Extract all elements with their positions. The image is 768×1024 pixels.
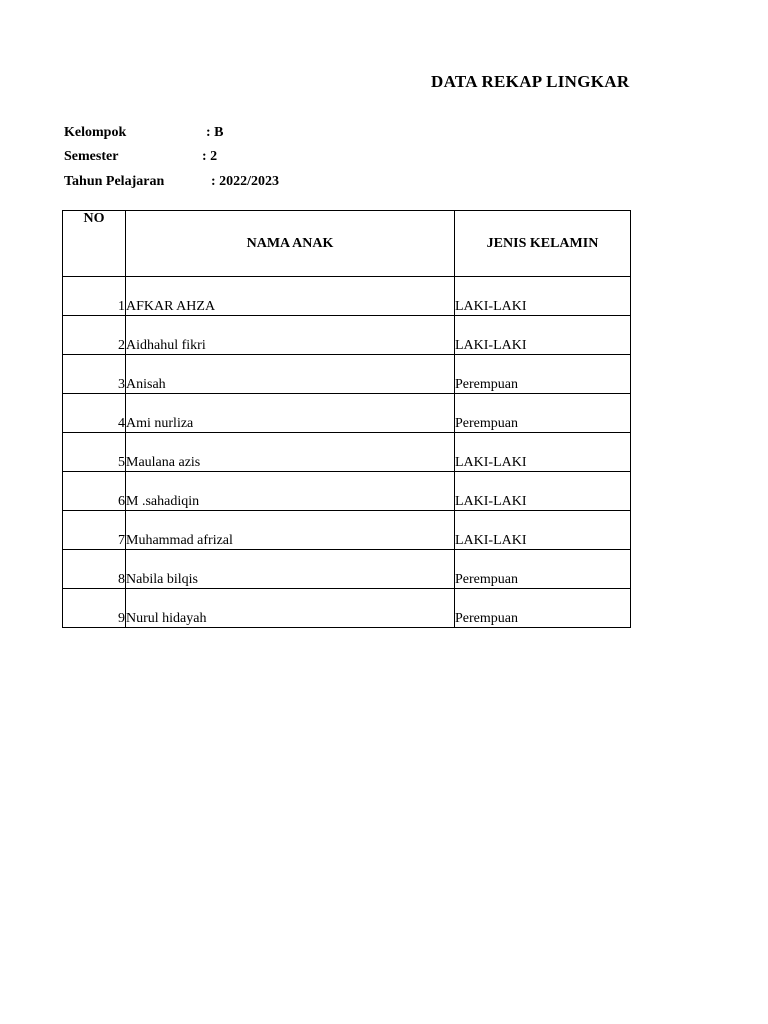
- table-row: [63, 394, 631, 433]
- row-name: Ami nurliza: [126, 394, 455, 433]
- row-gender: Perempuan: [455, 394, 631, 433]
- row-gender: LAKI-LAKI: [455, 316, 631, 355]
- row-no: 5: [63, 433, 126, 472]
- table-header-row: [63, 211, 631, 277]
- row-no: 8: [63, 550, 126, 589]
- row-no: 9: [63, 589, 126, 628]
- row-gender: LAKI-LAKI: [455, 277, 631, 316]
- row-gender: Perempuan: [455, 355, 631, 394]
- row-name: Aidhahul fikri: [126, 316, 455, 355]
- row-name: Nurul hidayah: [126, 589, 455, 628]
- table-row: [63, 472, 631, 511]
- student-table: [62, 210, 631, 628]
- row-no: 7: [63, 511, 126, 550]
- table-row: [63, 550, 631, 589]
- year-value: : 2022/2023: [211, 174, 280, 189]
- group-label: Kelompok: [64, 125, 127, 140]
- table-row: [63, 355, 631, 394]
- header-no: NO: [63, 211, 126, 277]
- table-row: [63, 316, 631, 355]
- row-no: 2: [63, 316, 126, 355]
- table-row: [63, 511, 631, 550]
- row-name: Muhammad afrizal: [126, 511, 455, 550]
- row-no: 4: [63, 394, 126, 433]
- table-row: [63, 433, 631, 472]
- document-title: DATA REKAP LINGKAR: [431, 72, 630, 91]
- info-row-group: [64, 125, 364, 143]
- header-gender: JENIS KELAMIN: [455, 211, 631, 277]
- table-row: [63, 277, 631, 316]
- row-gender: Perempuan: [455, 550, 631, 589]
- row-name: M .sahadiqin: [126, 472, 455, 511]
- row-name: Maulana azis: [126, 433, 455, 472]
- row-no: 6: [63, 472, 126, 511]
- group-value: : B: [206, 125, 224, 140]
- row-no: 1: [63, 277, 126, 316]
- info-row-semester: [64, 149, 364, 167]
- row-gender: LAKI-LAKI: [455, 433, 631, 472]
- row-name: Anisah: [126, 355, 455, 394]
- semester-label: Semester: [64, 149, 119, 164]
- header-name: NAMA ANAK: [126, 211, 455, 277]
- row-name: Nabila bilqis: [126, 550, 455, 589]
- document-title-container: [431, 72, 630, 94]
- row-name: AFKAR AHZA: [126, 277, 455, 316]
- table-row: [63, 589, 631, 628]
- row-gender: Perempuan: [455, 589, 631, 628]
- row-gender: LAKI-LAKI: [455, 472, 631, 511]
- row-gender: LAKI-LAKI: [455, 511, 631, 550]
- semester-value: : 2: [202, 149, 218, 164]
- year-label: Tahun Pelajaran: [64, 174, 165, 189]
- info-row-year: [64, 174, 364, 192]
- row-no: 3: [63, 355, 126, 394]
